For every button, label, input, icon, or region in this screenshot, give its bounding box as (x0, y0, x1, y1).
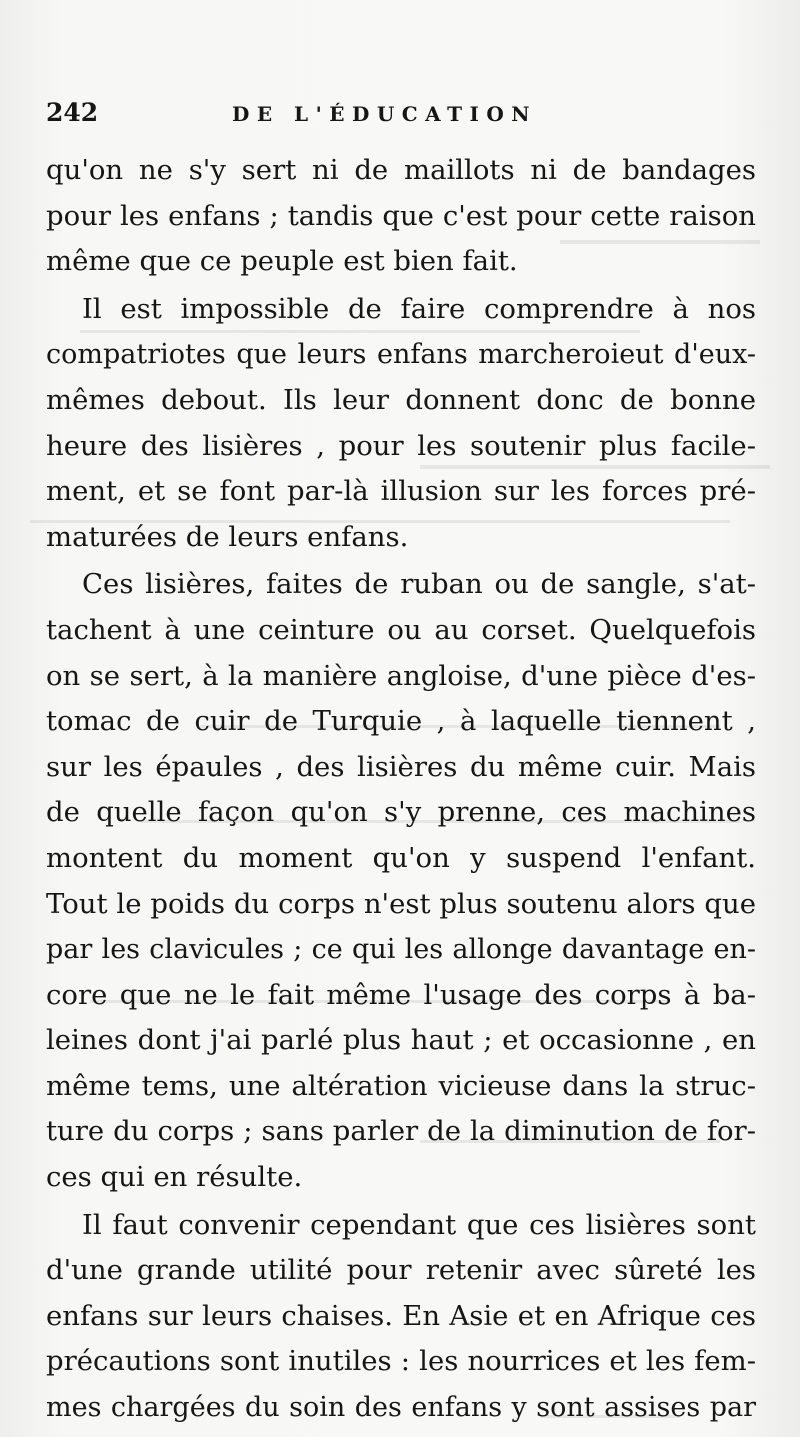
text-line: Il faut convenir cependant que ces lisières sont (82, 1208, 756, 1241)
text-line: heure des lisières , pour les soutenir plus facile- (46, 429, 756, 462)
page-header (46, 98, 766, 138)
text-line: ture du corps ; sans parler de la diminution de for- (46, 1115, 756, 1148)
text-line: core que ne le fait même l'usage des corps à ba- (46, 978, 756, 1011)
text-line: Il est impossible de faire comprendre à nos (82, 292, 756, 325)
running-head: DE L'ÉDUCATION (232, 102, 538, 126)
text-line: sur les épaules , des lisières du même cuir. Mais (46, 750, 756, 783)
text-line: précautions sont inutiles : les nourrices et les fem- (46, 1345, 756, 1378)
text-line: Ces lisières, faites de ruban ou de sangle, s'at- (82, 568, 756, 601)
text-line: même que ce peuple est bien fait. (46, 245, 518, 278)
text-line: mes chargées du soin des enfans y sont assises par (46, 1392, 756, 1424)
text-line: on se sert, à la manière angloise, d'une pièce d'es- (46, 659, 756, 692)
text-line: montent du moment qu'on y suspend l'enfant. (46, 841, 756, 874)
text-line: de quelle façon qu'on s'y prenne, ces machines (46, 796, 756, 829)
text-line: mêmes debout. Ils leur donnent donc de bonne (46, 383, 756, 416)
text-line: par les clavicules ; ce qui les allonge davantage en- (46, 934, 756, 966)
text-line: qu'on ne s'y sert ni de maillots ni de bandages (46, 154, 756, 186)
text-line: Tout le poids du corps n'est plus soutenu alors que (46, 887, 756, 920)
text-line: ment, et se font par-là illusion sur les forces pré- (46, 475, 756, 508)
text-line: tachent à une ceinture ou au corset. Quelquefois (46, 613, 756, 646)
text-line: compatriotes que leurs enfans marcheroieut d'eux- (46, 339, 756, 371)
body-text (46, 148, 756, 1431)
text-line: d'une grande utilité pour retenir avec sûreté les (46, 1254, 756, 1287)
text-line: tomac de cuir de Turquie , à laquelle tiennent , (46, 705, 756, 738)
text-line: pour les enfans ; tandis que c'est pour cette raison (46, 199, 756, 232)
text-line: même tems, une altération vicieuse dans la struc- (46, 1069, 756, 1102)
text-line: maturées de leurs enfans. (46, 520, 409, 553)
text-line: enfans sur leurs chaises. En Asie et en Afrique ces (46, 1299, 756, 1332)
page-number: 242 (46, 98, 99, 127)
text-line: ces qui en résulte. (46, 1161, 303, 1194)
text-line: leines dont j'ai parlé plus haut ; et occasionne , en (46, 1024, 756, 1057)
